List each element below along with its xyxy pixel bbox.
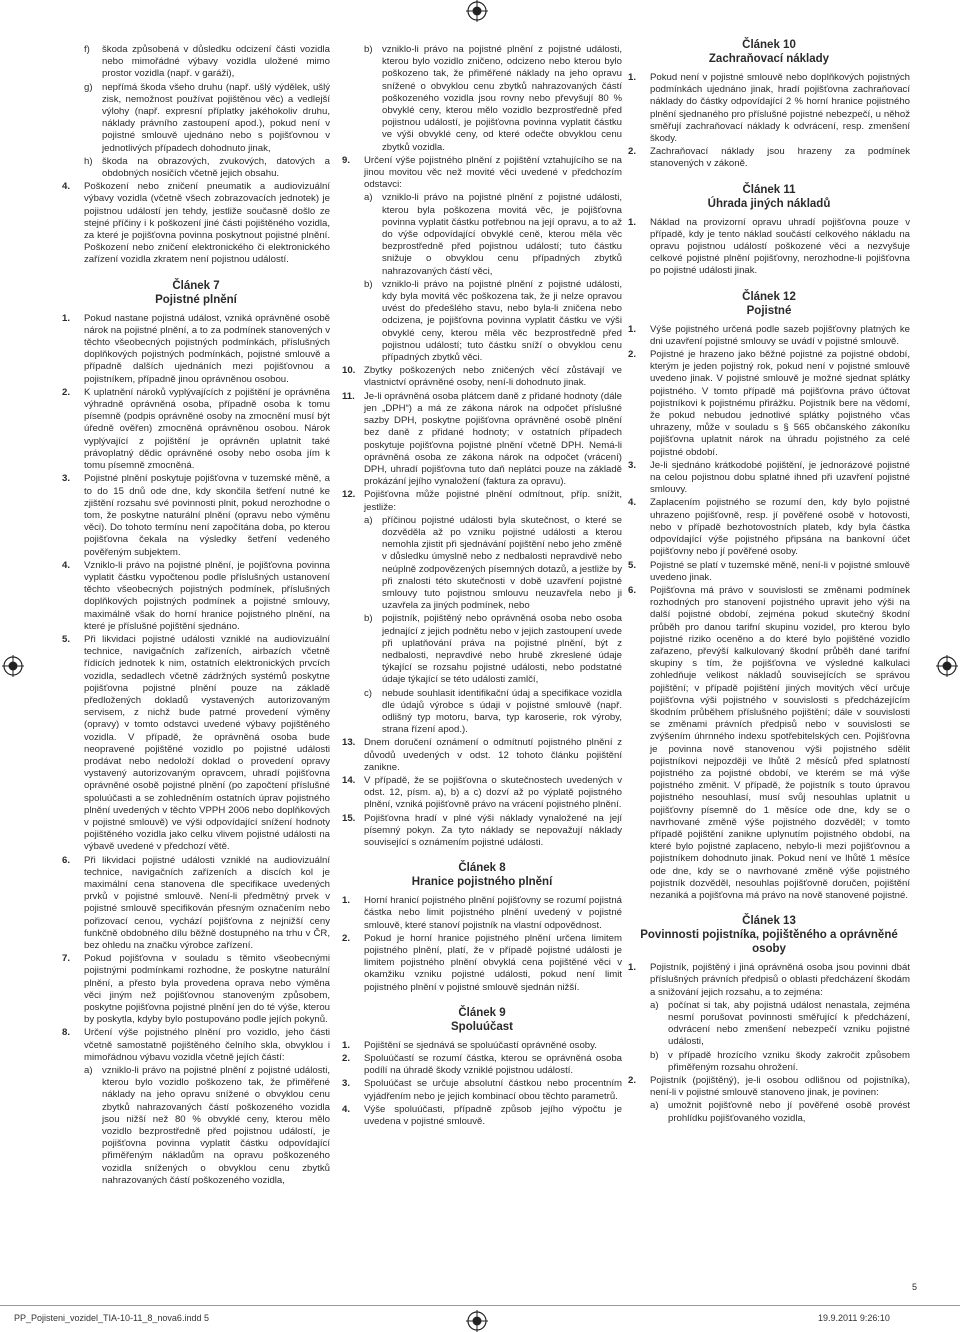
footer-filename: PP_Pojisteni_vozidel_TIA-10-11_8_nova6.indd 5 xyxy=(14,1313,209,1323)
page-number: 5 xyxy=(912,1282,918,1292)
list-item: 12. Pojišťovna může pojistné plnění odmítnout, příp. snížit, jestliže: xyxy=(342,489,622,513)
list-item: 4. Výše spoluúčasti, případně způsob jejího výpočtu je uvedena v pojistné smlouvě. xyxy=(342,1103,622,1128)
list-item: 4. Poškození nebo zničení pneumatik a audiovizuální výbavy vozidla (včetně všech zobrazovacích jednotek) je pojistnou událostí jen tehdy, jestliže současně došlo ze stejné příčiny i k poškození jiné části pojištěného vozidla, za které je pojišťovna povinna poskytnout pojistné plnění. Poškození nebo zničení elektronického či elektronického zařízení vozidla zkratem není pojistnou událostí. xyxy=(62,181,330,266)
article-heading: Článek 10 Zachraňovací náklady xyxy=(708,39,830,65)
registration-mark-icon xyxy=(466,1310,488,1332)
list-item: 10. Zbytky poškozených nebo zničených věcí zůstávají ve vlastnictví oprávněné osoby, není-li dohodnuto jinak. xyxy=(342,365,622,389)
list-item: 13. Dnem doručení oznámení o odmítnutí pojistného plnění z důvodů uvedených v odst. 12 tohoto článku pojištění zanikne. xyxy=(342,737,622,773)
list-item: 9. Určení výše pojistného plnění z pojištění vztahujícího se na jinou movitou věc než movité věci uvedené v předchozím odstavci: xyxy=(342,154,622,191)
list-item: a) příčinou pojistné události byla skutečnost, o které se dozvěděla až po vzniku pojistné události a kterou nemohla zjistit při sjednávání pojištění nebo jeho změně v důsledku úmyslně nebo z nedbalosti nepravdivě nebo neúplně zodpovězených písemných dotazů, a jestliže by při znalosti této skutečnosti v době uzavření pojistné smlouvy tuto pojistnou smlouvu neuzavřela nebo ji uzavřela za jiných podmínek, nebo xyxy=(364,514,622,612)
column-right xyxy=(628,38,910,1126)
list-item: b) vzniklo-li právo na pojistné plnění z pojistné události, kterou bylo vozidlo zničeno, odcizeno nebo kterou bylo poškozeno tak, že přiměřené náklady na jeho opravu snížené o obvyklou cenu zbytků nahrazovaných částí poškozeného vozidla jsou rovny nebo převyšují 80 % obvyklé ceny, kterou mělo vozidlo bezprostředně před pojistnou událostí, je pojišťovna povinna vyplatit částku ve výši obvyklé ceny, od které odečte obvyklou cenu zbytků vozidla. xyxy=(364,44,622,153)
list-item: g) nepřímá škoda všeho druhu (např. ušlý výdělek, ušlý zisk, nemožnost používat pojištěnou věc) a vedlejší výlohy (např. expresní příplatky jakéhokoliv druhu, náklady právního zastoupení apod.), pokud není v pojistné smlouvě ujednáno nebo s pojišťovnou v jednotlivých případech dohodnuto jinak, xyxy=(84,81,330,154)
list-item: a) vzniklo-li právo na pojistné plnění z pojistné události, kterou byla poškozena movitá věc, je pojišťovna povinna vyplatit částku potřebnou na její opravu, a to až do výše odpovídající obvyklé ceně, kterou měla věc bezprostředně před pojistnou událostí; tuto částku snižuje o obvyklou cenu případných zbytků nahrazovaných částí věci, xyxy=(364,192,622,277)
list-item: h) škoda na obrazových, zvukových, datových a obdobných nosičích včetně jejich obsahu. xyxy=(84,155,330,180)
list-item: a) vzniklo-li právo na pojistné plnění z pojistné události, kterou bylo vozidlo poškozeno tak, že přiměřené náklady na jeho opravu snížené o obvyklou cenu zbytků nahrazovaných částí poškozeného vozidla jsou nižší než 80 % obvyklé ceny, kterou mělo vozidlo bezprostředně před pojistnou událostí, je pojišťovna povinna vyplatit částku odpovídající přiměřeným nákladům na opravu poškozeného vozidla snížených o obvyklou cenu zbytků nahrazovaných částí poškozeného vozidla, xyxy=(84,1065,330,1186)
list-item: b) vzniklo-li právo na pojistné plnění z pojistné události, kdy byla movitá věc poškozena tak, že ji nelze opravou uvést do předešlého stavu, nebo byla-li zničena nebo odcizena, je pojišťovna povinna vyplatit částku ve výši obvyklé ceny, kterou měla věc bezprostředně před pojistnou událostí; tuto částku sníží o obvyklou cenu případných zbytků věci. xyxy=(364,278,622,364)
article-heading: Článek 7 Pojistné plnění xyxy=(155,279,237,306)
list-item: 1. Pojistník, pojištěný i jiná oprávněná osoba jsou povinni dbát příslušných právních předpisů o oblasti předcházení škodám a snižování jejich rozsahu, a to zejména: xyxy=(628,962,910,998)
article-heading: Článek 12 Pojistné xyxy=(742,290,796,317)
crop-line xyxy=(0,1305,960,1306)
list-item: 8. Určení výše pojistného plnění pro vozidlo, jeho části včetně samostatně pojištěného čelního skla, obvyklou i mimořádnou výbavu vozidla včetně jejích částí: xyxy=(62,1027,330,1063)
list-item: 2. Pokud je horní hranice pojistného plnění určena limitem pojistného plnění, platí, že v případě pojistné události je limitem pojistného plnění obvyklá cena pojištěné věci v okamžiku vzniku pojistné události, pokud není limit pojistného plnění v pojistné smlouvě sjednán nižší. xyxy=(342,932,622,993)
list-item: 3. Je-li sjednáno krátkodobé pojištění, je jednorázové pojistné na celou pojistnou dobu splatné ihned při uzavření pojistné smlouvy. xyxy=(628,459,910,496)
list-item: 14. V případě, že se pojišťovna o skutečnostech uvedených v odst. 12, písm. a), b) a c) dozví až po výplatě pojistného plnění, vzniká pojišťovně právo na vrácení pojistného plnění. xyxy=(342,774,622,811)
list-item: 15. Pojišťovna hradí v plné výši náklady vynaložené na její písemný pokyn. Za tyto náklady se nepovažují náklady související s oznámením pojistné události. xyxy=(342,812,622,848)
list-item: f) škoda způsobená v důsledku odcizení části vozidla nebo mimořádné výbavy vozidla uložené mimo prostor vozidla (např. v garáži), xyxy=(84,44,330,80)
list-item: 2. Pojistník (pojištěný), je-li osobou odlišnou od pojistníka), není-li v pojistné smlouvě stanoveno jinak, je povinen: xyxy=(628,1075,910,1099)
list-item: 7. Pokud pojišťovna v souladu s těmito všeobecnými pojistnými podmínkami rozhodne, že poskytne naturální plnění, a přesto byla provedena oprava nebo výměna věci jiným než pojišťovnou stanoveným způsobem, poskytne pojišťovna pojistné plnění jen do té výše, kterou by poskytla, kdyby bylo postupováno podle jejích pokynů. xyxy=(62,953,330,1026)
footer-timestamp: 19.9.2011 9:26:10 xyxy=(818,1313,890,1323)
list-item: 6. Pojišťovna má právo v souvislosti se změnami podmínek rozhodných pro stanovení pojistného upravit jeho výši na další pojistné období, zejména pokud skutečný škodní průběh pro danou tarifní skupinu vozidel, pro kterou bylo pojistné riziko oceněno a do které bylo pojištěné vozidlo zařazeno, převýší kalkulovaný škodní průběh dané tarifní skupiny s tím, že pojišťovna ve výsledné kalkulaci zohledňuje velikost nákladů souvisejících se správou pojištění; v případě pojištění jiných movitých věcí určuje pojišťovna výši pojistného v souvislosti s předcházejícím škodním průběhem příslušného pojištění; dále v souvislosti se změnami právních předpisů nebo v souvislosti se zvýšením úhrnného indexu spotřebitelských cen. Pojišťovna je povinna nově stanovenou výši pojistného sdělit pojistníkovi nejpozději ve lhůtě 2 měsíců před splatností pojistného za pojistné období, ve kterém se má výše pojistného změnit. V případě, že pojistník s touto úpravou pojistného nesouhlasí, musí svůj nesouhlas uplatnit u pojišťovny písemně do 1 měsíce ode dne, kdy se o navrhované změně výše pojistného dozvěděl; v tomto případě pojištění zanikne uplynutím pojistného období, na které bylo pojistné zaplaceno, nebylo-li mezi pojišťovnou a pojistníkem dohodnuto jinak. Pokud není ve lhůtě 1 měsíce ode dne, kdy se o navrhované změně výše pojistného pojistník dozvěděl, nesouhlas pojišťovně doručen, pojištění nezaniká a pojišťovna má právo na nově stanovené pojistné. xyxy=(628,584,910,901)
list-item: 2. Spoluúčastí se rozumí částka, kterou se oprávněná osoba podílí na úhradě škody vzniklé pojistnou událostí. xyxy=(342,1053,622,1077)
registration-mark-icon xyxy=(936,655,958,677)
article-heading: Článek 9 Spoluúčast xyxy=(451,1006,513,1033)
list-item: a) umožnit pojišťovně nebo jí pověřené osobě provést prohlídku pojišťovaného vozidla, xyxy=(650,1100,910,1124)
column-middle xyxy=(342,44,622,1129)
list-item: 5. Při likvidaci pojistné události vzniklé na audiovizuální technice, navigačních zařízeních, airbazích včetně řídicích jednotek k nim, ostatních elektronických prvcích vozidla, sedadlech včetně zádržných systémů poskytne pojišťovna pojistné plnění pouze na základě předložených dokladů vystavených autorizovaným servisem, z nichž bude patrné provedení výměny (opravy) v tomto odstavci uvedené výbavy pojištěného vozidla. V případě, že oprávněná osoba bude neopravené pojištěné vozidlo po pojistné události prodávat nebo nedoloží doklad o provedení opravy vystavený autorizovaným opravcem, uhradí pojišťovna oprávněné osobě pojistné plnění (po započtení příslušné spoluúčasti a se zohledněním ostatních úprav pojistného plnění uvedených v těchto VPPH 2006 nebo doplňkových v pojistné smlouvě) ve výši odpovídající snížení hodnoty pojištěného vozidla jako celku vlivem pojistné události na výbavě uvedené v předchozí větě. xyxy=(62,633,330,853)
list-item: 1. Pokud nastane pojistná událost, vzniká oprávněné osobě nárok na pojistné plnění, a to za podmínek stanovených v těchto všeobecných pojistných podmínkách, příslušných doplňkových pojistných podmínkách, pojistné smlouvě a případně dalších ujednáních mezi pojišťovnou a pojistníkem, případně jinou oprávněnou osobou. xyxy=(62,312,330,385)
list-item: 4. Vzniklo-li právo na pojistné plnění, je pojišťovna povinna vyplatit částku vypočtenou podle příslušných ustanovení těchto všeobecných pojistných podmínek, příslušných doplňkových pojistných podmínek a pojistné smlouvy, maximálně však do horní hranice pojistného plnění, na které je příslušné pojištění sjednáno. xyxy=(62,559,330,632)
list-item: b) pojistník, pojištěný nebo oprávněná osoba nebo osoba jednající z jejich podnětu nebo v jejich zastoupení uvede při uplatňování práva na pojistné plnění, být z nedbalosti, nepravdivé nebo hrubě zkreslené údaje týkající se rozsahu pojistné události, nebo podstatné údaje týkající se této události zamlčí, xyxy=(364,613,622,686)
list-item: 6. Při likvidaci pojistné události vzniklé na audiovizuální technice, navigačních zařízeních a discích kol je maximální cena stanovena dle specifikace uvedených prvků v pojistné smlouvě. Není-li předmětný prvek v pojistné smlouvě specifikován přesným označením nebo pořizovací cenou, vychází pojišťovna z nejnižší ceny funkčně obdobného dílu běžně dostupného na trhu v ČR, bez ohledu na značku výrobce zařízení. xyxy=(62,854,330,952)
list-item: 2. Pojistné je hrazeno jako běžné pojistné za pojistné období, kterým je jeden pojistný rok, pokud není v pojistné smlouvě uvedeno jinak. V pojistné smlouvě je možné sjednat splátky pojistného. V tomto případě má pojišťovna právo účtovat pojistníkovi k pojistnému přirážku. Pojistník bere na vědomí, že pokud nebudou jednotlivé splátky pojistného včas uhrazeny, může v souladu s § 565 občanského zákoníku pojišťovna uplatnit nárok na úhradu pojistného za celé pojistné období. xyxy=(628,349,910,458)
list-item: 2. K uplatnění nároků vyplývajících z pojištění je oprávněna výhradně oprávněná osoba, případně osoba k tomu písemně (podpis oprávněné osoby na zmocnění musí být úředně ověřen) zmocněná oprávněnou osobou. Nárok vyplývající z pojištění je oprávněn uplatnit také právoplatný dědic oprávněné osoby nebo osoba jím k tomu písemně zmocněná. xyxy=(62,386,330,472)
list-item: a) počínat si tak, aby pojistná událost nenastala, zejména nesmí porušovat povinnosti směřující k předcházení, odvrácení nebo zmenšení nebezpečí vzniku pojistné události, xyxy=(650,999,910,1048)
list-item: 5. Pojistné se platí v tuzemské měně, není-li v pojistné smlouvě uvedeno jinak. xyxy=(628,559,910,583)
list-item: 1. Pojištění se sjednává se spoluúčastí oprávněné osoby. xyxy=(342,1039,597,1051)
list-item: 1. Výše pojistného určená podle sazeb pojišťovny platných ke dni uzavření pojistné smlouvy se uvádí v pojistné smlouvě. xyxy=(628,323,910,347)
article-heading: Článek 13 Povinnosti pojistníka, pojištěného a oprávněné osoby xyxy=(640,915,898,956)
list-item: 2. Zachraňovací náklady jsou hrazeny za podmínek stanovených v zákoně. xyxy=(628,146,910,170)
list-item: 4. Zaplacením pojistného se rozumí den, kdy bylo pojistné uhrazeno pojišťovně, resp. jí pověřené osobě v hotovosti, nebo v případě bezhotovostních plateb, kdy byla částka odpovídající výše pojistného připsána na bankovní účet pojišťovny nebo jí pověřené osoby. xyxy=(628,497,910,558)
list-item: b) v případě hrozícího vzniku škody zakročit způsobem přiměřeným rozsahu ohrožení. xyxy=(650,1049,910,1073)
registration-mark-icon xyxy=(2,655,24,677)
list-item: c) nebude souhlasit identifikační údaj a specifikace vozidla dle údajů výrobce s údaji v pojistné smlouvě (např. odlišný typ motoru, barva, typ karoserie, rok výroby, strana řízení apod.). xyxy=(364,687,622,736)
registration-mark-icon xyxy=(466,0,488,22)
list-item: 3. Spoluúčast se určuje absolutní částkou nebo procentním vyjádřením nebo je jejich kombinací obou těchto parametrů. xyxy=(342,1078,622,1102)
article-heading: Článek 11 Úhrada jiných nákladů xyxy=(707,183,831,210)
column-left xyxy=(62,44,330,1188)
article-heading: Článek 8 Hranice pojistného plnění xyxy=(411,862,553,889)
list-item: 11. Je-li oprávněná osoba plátcem daně z přidané hodnoty (dále jen „DPH“) a má ze zákona nárok na odpočet příslušné sazby DPH, poskytne pojišťovna oprávněné osobě plnění bez daně z přidané hodnoty; v ostatních případech poskytuje pojišťovna pojistné plnění včetně DPH. Nemá-li oprávněná osoba ze zákona nárok na odpočet (vrácení) DPH, uhradí pojišťovna tuto daň neplátci pouze na základě prokázání jejího vynaložení (faktura za opravu). xyxy=(342,390,622,488)
list-item: 1. Náklad na provizorní opravu uhradí pojišťovna pouze v případě, kdy je tento náklad součástí celkového nákladu na opravu pojistnou událostí poškozené věci a nezvyšuje celkové pojistné plnění pojišťovny, nerozhodne-li pojišťovna po pojistné události jinak. xyxy=(628,216,910,277)
list-item: 3. Pojistné plnění poskytuje pojišťovna v tuzemské měně, a to do 15 dnů ode dne, kdy skončila šetření nutné ke zjištění rozsahu své povinnosti plnit, pokud nerozhodne o tom, že poskytne naturální plnění (opravu nebo výměnu věci). Do tohoto termínu není započítána doba, po kterou pojišťovna čekala na výsledky šetření vedeného pověřeným subjektem. xyxy=(62,473,330,558)
list-item: 1. Horní hranicí pojistného plnění pojišťovny se rozumí pojistná částka nebo limit pojistného plnění uvedený v pojistné smlouvě, které stanoví pojistník na vlastní odpovědnost. xyxy=(342,895,622,931)
list-item: 1. Pokud není v pojistné smlouvě nebo doplňkových pojistných podmínkách ujednáno jinak, hradí pojišťovna zachraňovací náklady do částky odpovídající 2 % horní hranice pojistného plnění sjednaného pro příslušné pojistné nebezpečí, u něhož směřují zachraňovací náklady k odvrácení, resp. zmenšení škody. xyxy=(628,72,910,145)
